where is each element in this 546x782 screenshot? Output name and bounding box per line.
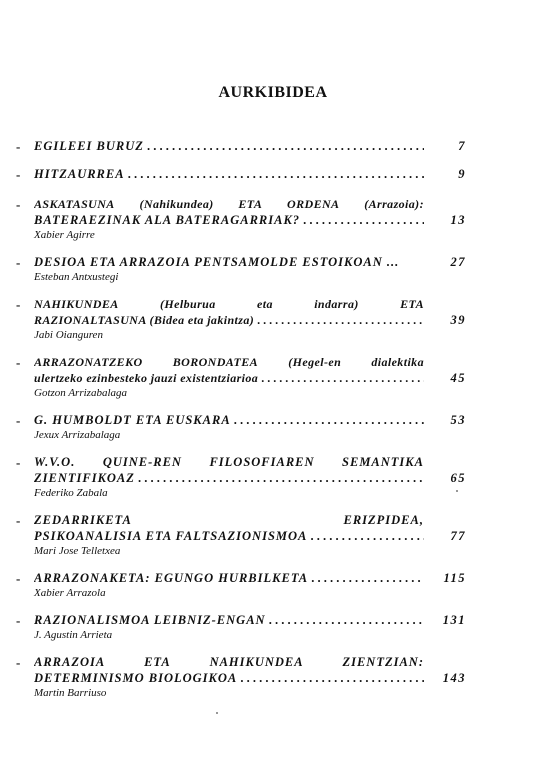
entry-page-number: 77 [450,529,466,543]
entry-author: Jexux Arrizabalaga [34,429,121,441]
entry-bullet: - [16,513,21,528]
entry-bullet: - [16,413,21,428]
entry-author: Xabier Arrazola [34,587,106,599]
entry-author: Gotzon Arrizabalaga [34,387,128,399]
entry-bullet: - [16,197,21,212]
entry-title-line: ASKATASUNA (Nahikundea) ETA ORDENA (Arrazoia): [34,197,424,211]
entry-title-line: RAZIONALISMOA LEIBNIZ-ENGAN . . . [34,612,424,629]
scan-speck [456,490,458,492]
entry-title-line: DETERMINISMO BIOLOGIKOA . . . [34,670,424,687]
entry-title-line: G. HUMBOLDT ETA EUSKARA . . . [34,412,424,429]
entry-page-number: 65 [450,471,466,485]
entry-title-line: ARRAZOIA ETA NAHIKUNDEA ZIENTZIAN: [34,655,424,669]
entry-author: Federiko Zabala [34,487,108,499]
entry-author: Jabi Oianguren [34,329,103,341]
entry-page-number: 7 [458,139,466,153]
entry-bullet: - [16,167,21,182]
entry-title-line: W.V.O. QUINE-REN FILOSOFIAREN SEMANTIKA [34,455,424,469]
entry-bullet: - [16,355,21,370]
page-title: AURKIBIDEA [218,84,328,101]
entry-title-line: HITZAURREA . . . [34,166,424,183]
entry-bullet: - [16,571,21,586]
entry-bullet: - [16,655,21,670]
entry-author: Mari Jose Telletxea [34,545,121,557]
entry-title-line: ZIENTIFIKOAZ . . . [34,470,424,487]
entry-title-line: PSIKOANALISIA ETA FALTSAZIONISMOA . . . [34,528,424,545]
entry-title-line: RAZIONALTASUNA (Bidea eta jakintza) . . . [34,312,424,329]
entry-author: Esteban Antxustegi [34,271,119,283]
entry-title-line: ARRAZONATZEKO BORONDATEA (Hegel-en dialektika [34,355,424,369]
entry-bullet: - [16,139,21,154]
entry-title-line: ulertzeko ezinbesteko jauzi existentziarioa . . . [34,370,424,387]
entry-page-number: 45 [450,371,466,385]
entry-page-number: 131 [442,613,466,627]
entry-page-number: 9 [458,167,466,181]
entry-title-line: EGILEEI BURUZ . . . [34,138,424,155]
entry-bullet: - [16,297,21,312]
entry-page-number: 143 [442,671,466,685]
entry-title-line: ZEDARRIKETA ERIZPIDEA, [34,513,424,527]
entry-page-number: 39 [450,313,466,327]
entry-author: Martin Barriuso [34,687,107,699]
entry-bullet: - [16,613,21,628]
entry-title-line: NAHIKUNDEA (Helburua eta indarra) ETA [34,297,424,311]
entry-author: Xabier Agirre [34,229,95,241]
entry-bullet: - [16,255,21,270]
scan-speck [216,712,218,714]
entry-title-line: ARRAZONAKETA: EGUNGO HURBILKETA . . . [34,570,424,587]
entry-page-number: 115 [443,571,466,585]
entry-bullet: - [16,455,21,470]
entry-page-number: 13 [450,213,466,227]
entry-author: J. Agustin Arrieta [34,629,113,641]
entry-page-number: 27 [450,255,466,269]
entry-page-number: 53 [450,413,466,427]
entry-title-line: DESIOA ETA ARRAZOIA PENTSAMOLDE ESTOIKOAN ... [34,255,400,269]
entry-title-line: BATERAEZINAK ALA BATERAGARRIAK? . . . [34,212,424,229]
